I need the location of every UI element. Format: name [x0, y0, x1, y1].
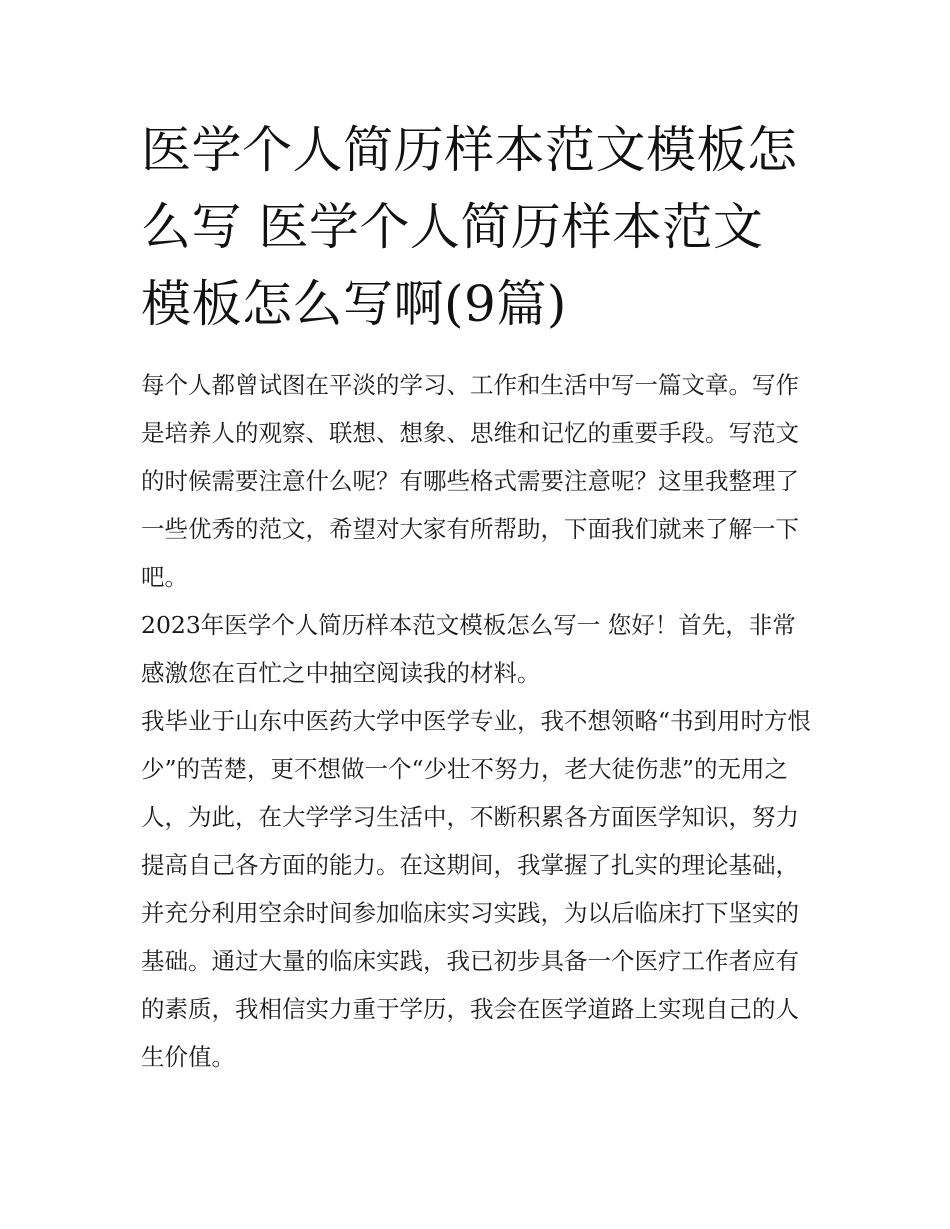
intro-paragraph: 每个人都曾试图在平淡的学习、工作和生活中写一篇文章。写作是培养人的观察、联想、想象、思维和记忆的重要手段。写范文的时候需要注意什么呢？有哪些格式需要注意呢？这里我整理了一些优秀的范文，希望对大家有所帮助，下面我们就来了解一下吧。	[141, 371, 799, 591]
body-paragraph: 我毕业于山东中医药大学中医学专业，我不想领略“书到用时方恨少”的苦楚，更不想做一个“少壮不努力，老大徒伤悲”的无用之人，为此，在大学学习生活中，不断积累各方面医学知识，努力提高自己各方面的能力。在这期间，我掌握了扎实的理论基础，并充分利用空余时间参加临床实习实践，为以后临床打下坚实的基础。通过大量的临床实践，我已初步具备一个医疗工作者应有的素质，我相信实力重于学历，我会在医学道路上实现自己的人生价值。	[141, 707, 812, 1071]
document-page	[141, 112, 813, 1081]
document-title: 医学个人简历样本范文模板怎么写 医学个人简历样本范文模板怎么写啊(9篇)	[141, 121, 798, 333]
greeting-paragraph: 2023年医学个人简历样本范文模板怎么写一 您好！首先，非常感激您在百忙之中抽空阅读我的材料。	[141, 611, 796, 687]
